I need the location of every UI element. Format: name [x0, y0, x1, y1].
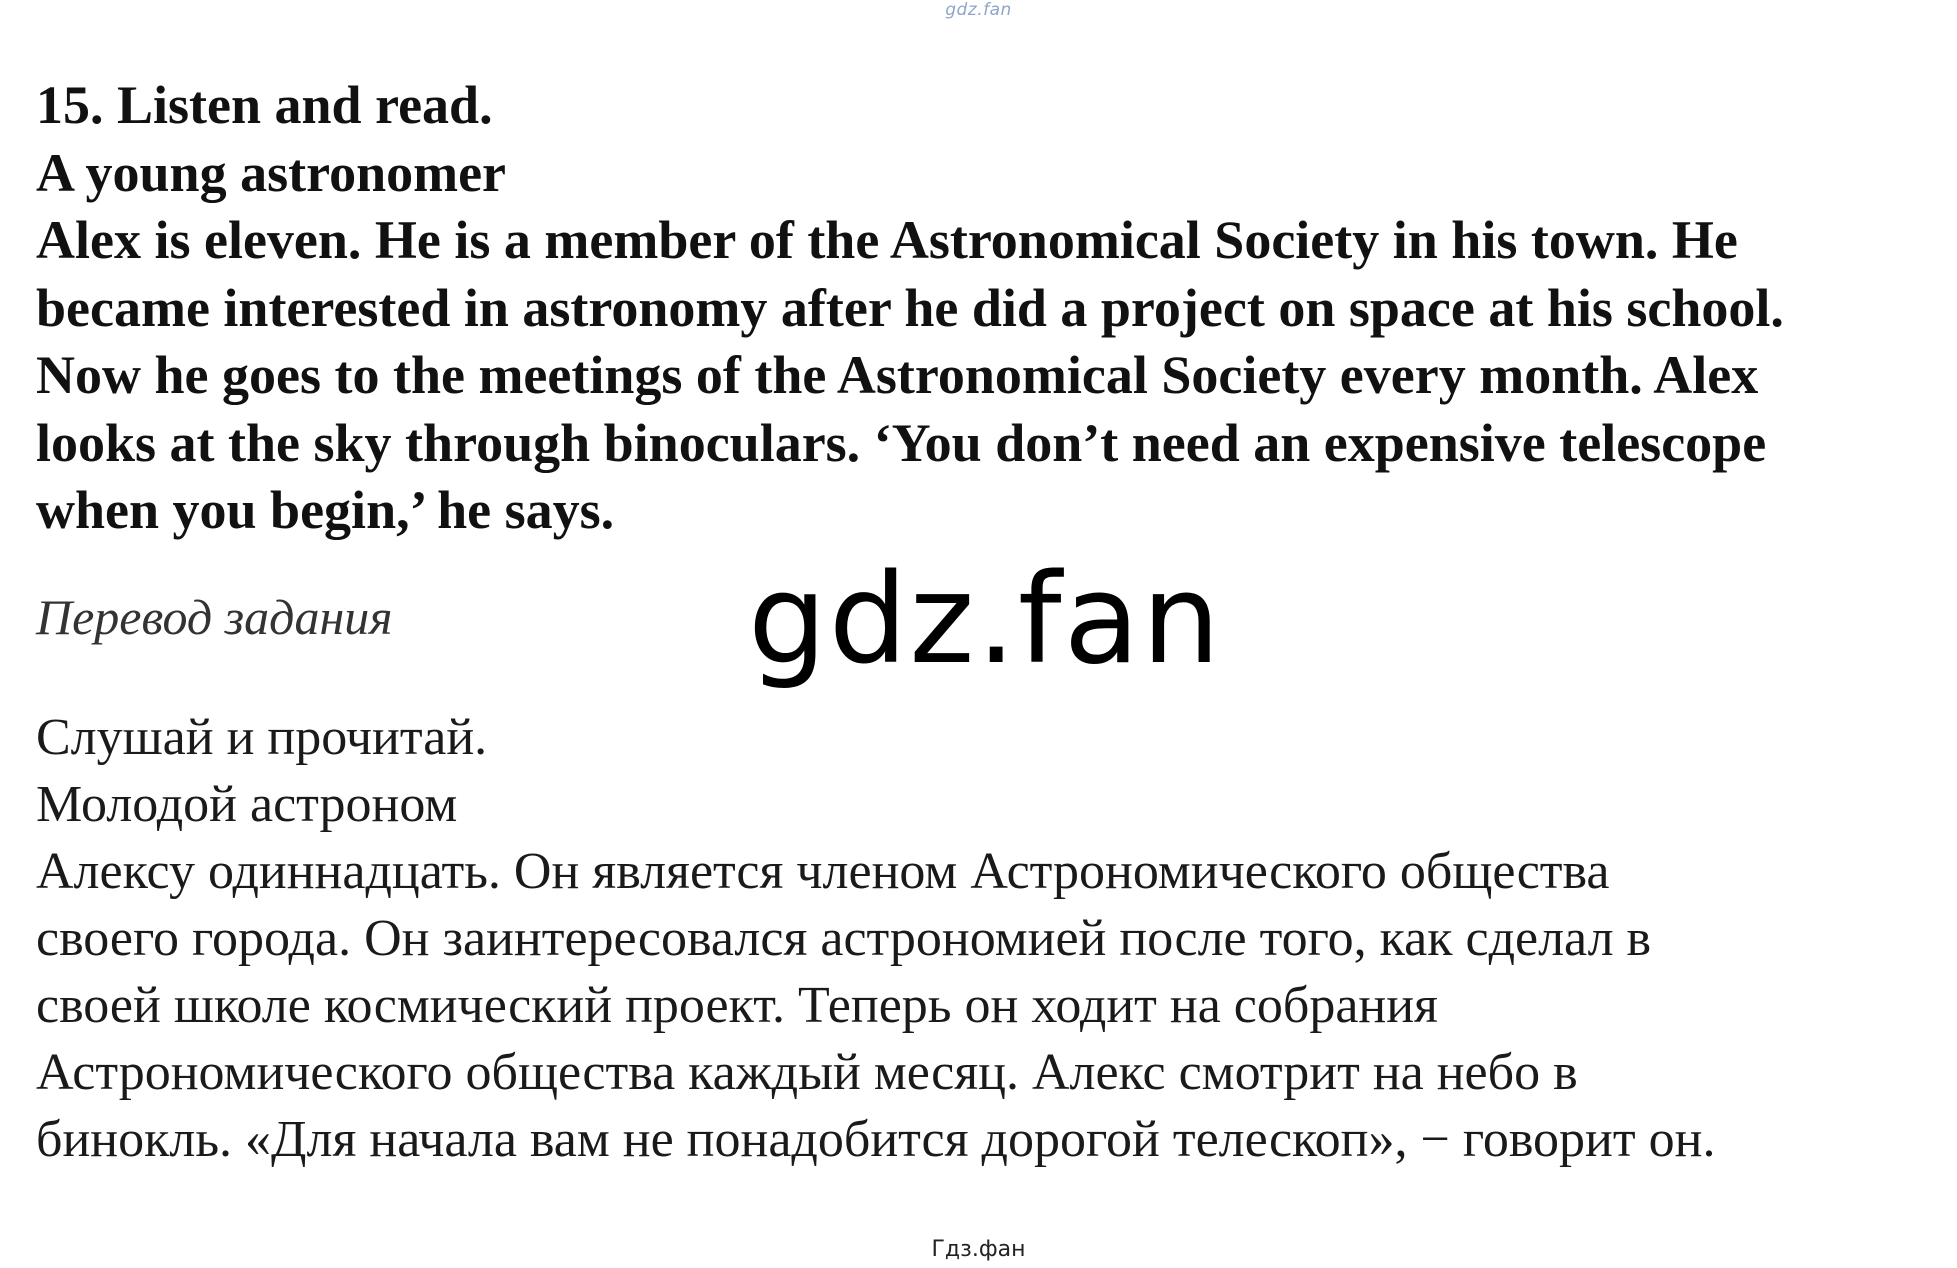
center-watermark: gdz.fan — [748, 548, 1223, 692]
translation-text-line: Астрономического общества каждый месяц. Алекс смотрит на небо в — [36, 1044, 1578, 1101]
exercise-text-line: when you begin,’ he says. — [36, 480, 615, 540]
exercise-text-line: looks at the sky through binoculars. ‘You don’t need an expensive telescope — [36, 412, 1767, 473]
translation-block — [36, 704, 1936, 1173]
exercise-heading: 15. Listen and read. — [36, 75, 493, 135]
translation-heading: Слушай и прочитай. — [36, 709, 488, 766]
top-watermark: gdz.fan — [945, 0, 1012, 20]
translation-text-line: своей школе космический проект. Теперь он ходит на собрания — [36, 977, 1438, 1034]
exercise-text-line: became interested in astronomy after he did a project on space at his school. — [36, 277, 1784, 338]
exercise-block — [36, 72, 1936, 545]
translation-title: Молодой астроном — [36, 776, 458, 833]
translation-label: Перевод задания — [36, 589, 393, 645]
translation-text-line: своего города. Он заинтересовался астрономией после того, как сделал в — [36, 910, 1652, 967]
footer-watermark: Гдз.фан — [931, 1237, 1026, 1262]
exercise-title: A young astronomer — [36, 142, 507, 203]
exercise-text-line: Alex is eleven. He is a member of the Astronomical Society in his town. He — [36, 210, 1738, 270]
exercise-text-line: Now he goes to the meetings of the Astronomical Society every month. Alex — [36, 345, 1759, 405]
translation-text-line: Алексу одиннадцать. Он является членом Астрономического общества — [36, 843, 1610, 900]
translation-text-line: бинокль. «Для начала вам не понадобится дорогой телескоп», − говорит он. — [36, 1111, 1716, 1168]
